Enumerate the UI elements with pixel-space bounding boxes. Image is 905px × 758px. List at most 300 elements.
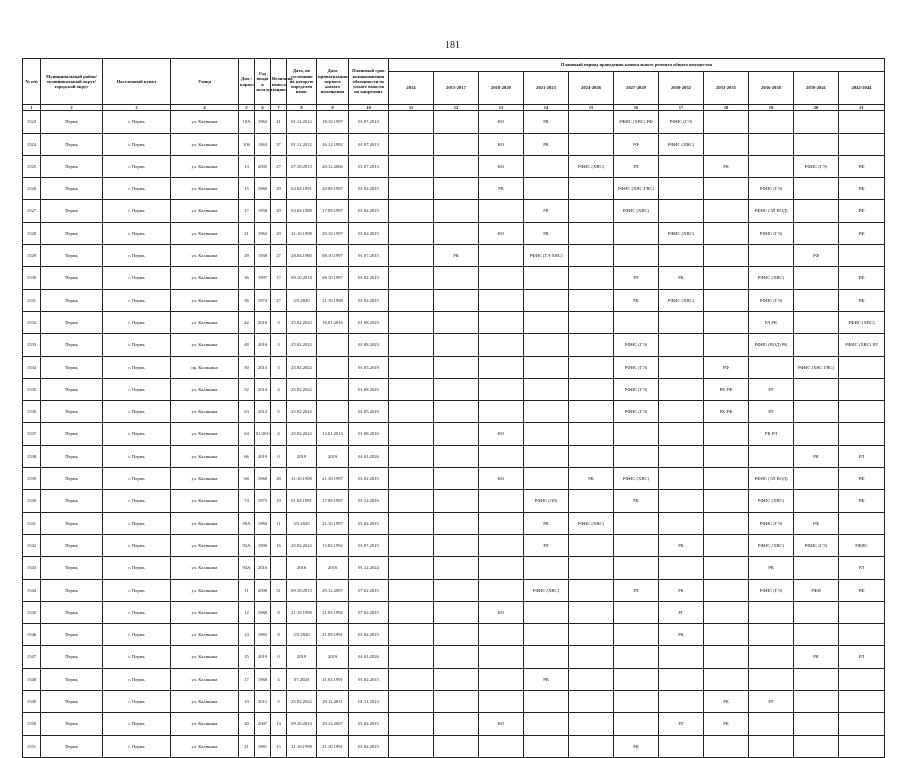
deadline-cell: 01.05.2019 — [349, 356, 389, 378]
period-cell — [389, 423, 434, 445]
period-cell: РЛ — [749, 691, 794, 713]
period-cell: РК — [659, 579, 704, 601]
period-cell — [749, 155, 794, 177]
house-cell: 15 — [239, 178, 255, 200]
municipality-cell: Пермь — [41, 468, 103, 490]
header-deadline: Плановый срок возникновения обязанности по уплате взносов на капремонт — [349, 59, 389, 105]
wear-cell: 19 — [271, 490, 287, 512]
settlement-cell: г. Пермь — [103, 311, 171, 333]
period-cell — [389, 334, 434, 356]
wear-cell: 4 — [271, 668, 287, 690]
street-cell: ул. Калинина — [171, 245, 239, 267]
privatization-date-cell — [317, 356, 349, 378]
period-cell: РК — [524, 222, 569, 244]
municipality-cell: Пермь — [41, 289, 103, 311]
settlement-cell: г. Пермь — [103, 200, 171, 222]
column-number: 20 — [794, 105, 839, 111]
period-cell: РК — [704, 155, 749, 177]
period-cell — [839, 378, 885, 400]
wear-date-cell: 25.02.2022 — [287, 356, 317, 378]
period-cell — [524, 691, 569, 713]
municipality-cell: Пермь — [41, 624, 103, 646]
period-cell: РГ — [659, 601, 704, 623]
deadline-cell: 01.05.2019 — [349, 401, 389, 423]
wear-date-cell: 2016 — [287, 557, 317, 579]
period-cell — [524, 267, 569, 289]
row-number: 1542 — [23, 534, 41, 556]
period-cell: РЛ — [614, 155, 659, 177]
settlement-cell: г. Пермь — [103, 534, 171, 556]
table-row — [23, 334, 885, 356]
period-cell — [614, 624, 659, 646]
row-number: 1529 — [23, 245, 41, 267]
period-cell — [794, 267, 839, 289]
row-number: 1524 — [23, 133, 41, 155]
period-cell — [794, 691, 839, 713]
period-cell — [389, 267, 434, 289]
wear-cell: 41 — [271, 111, 287, 133]
period-cell — [479, 401, 524, 423]
period-cell — [434, 222, 479, 244]
period-cell — [749, 624, 794, 646]
period-cell — [749, 668, 794, 690]
period-cell — [704, 468, 749, 490]
period-cell — [659, 512, 704, 534]
period-cell — [659, 445, 704, 467]
wear-cell: 27 — [271, 289, 287, 311]
period-cell — [569, 534, 614, 556]
period-cell — [839, 111, 885, 133]
wear-cell: 0 — [271, 445, 287, 467]
privatization-date-cell: 18.10.1997 — [317, 111, 349, 133]
period-cell — [704, 267, 749, 289]
period-cell — [479, 356, 524, 378]
table-row — [23, 423, 885, 445]
period-cell — [659, 691, 704, 713]
period-cell — [659, 490, 704, 512]
wear-cell: 13 — [271, 713, 287, 735]
street-cell: ул. Калинина — [171, 624, 239, 646]
privatization-date-cell: 21.03.1992 — [317, 601, 349, 623]
period-cell: РФИС (XBC) — [749, 267, 794, 289]
period-cell: РФИС (ГЭ) — [614, 401, 659, 423]
municipality-cell: Пермь — [41, 200, 103, 222]
period-cell: РФ — [839, 289, 885, 311]
period-cell — [434, 624, 479, 646]
period-cell: РФИС (XBC) — [614, 468, 659, 490]
header-house: Дом / корпус — [239, 59, 255, 105]
period-cell — [479, 512, 524, 534]
privatization-date-cell: 21.03.1991 — [317, 668, 349, 690]
street-cell: ул. Калинина — [171, 178, 239, 200]
period-cell — [614, 222, 659, 244]
period-cell — [434, 289, 479, 311]
street-cell: ул. Калинина — [171, 691, 239, 713]
wear-date-cell: 21.10.1998 — [287, 601, 317, 623]
period-cell — [389, 289, 434, 311]
period-cell — [389, 691, 434, 713]
period-cell — [434, 646, 479, 668]
municipality-cell: Пермь — [41, 579, 103, 601]
period-cell: РФИС (XBC) РФ — [614, 111, 659, 133]
table-row — [23, 289, 885, 311]
period-cell — [434, 601, 479, 623]
period-cell — [659, 311, 704, 333]
column-number: 15 — [569, 105, 614, 111]
period-cell — [569, 601, 614, 623]
header-municipality: Муниципальный район/ муниципальный округ/городской округ — [41, 59, 103, 105]
house-cell: 63 — [239, 401, 255, 423]
municipality-cell: Пермь — [41, 401, 103, 423]
period-cell — [434, 534, 479, 556]
period-cell — [434, 557, 479, 579]
column-number: 3 — [103, 105, 171, 111]
year-built-cell: 2016 — [255, 311, 271, 333]
period-cell: РФИС (ГЭ) — [614, 378, 659, 400]
row-number: 1531 — [23, 289, 41, 311]
period-cell — [569, 111, 614, 133]
period-cell — [794, 133, 839, 155]
row-number: 1534 — [23, 356, 41, 378]
municipality-cell: Пермь — [41, 133, 103, 155]
table-row — [23, 378, 885, 400]
column-number: 16 — [614, 105, 659, 111]
period-cell — [434, 267, 479, 289]
settlement-cell: г. Пермь — [103, 557, 171, 579]
period-cell — [794, 468, 839, 490]
period-cell — [524, 334, 569, 356]
period-cell: РЛ РК — [749, 311, 794, 333]
period-cell — [659, 378, 704, 400]
period-cell: РФИС (XBC) — [659, 222, 704, 244]
period-cell: РК — [614, 289, 659, 311]
period-cell — [569, 579, 614, 601]
house-cell: 42 — [239, 311, 255, 333]
period-cell: РК — [794, 445, 839, 467]
period-cell: РФИС (XBC) — [839, 311, 885, 333]
period-cell: РК — [704, 691, 749, 713]
year-built-cell: 2016 — [255, 334, 271, 356]
column-number: 10 — [349, 105, 389, 111]
period-cell — [839, 601, 885, 623]
deadline-cell: 01.02.2015 — [349, 200, 389, 222]
table-row — [23, 356, 885, 378]
period-cell: РФИС (XBC) — [749, 534, 794, 556]
house-cell: 12 — [239, 601, 255, 623]
period-cell — [704, 289, 749, 311]
period-cell — [569, 691, 614, 713]
table-row — [23, 557, 885, 579]
house-cell: 17 — [239, 668, 255, 690]
table-row — [23, 401, 885, 423]
period-cell — [389, 378, 434, 400]
period-cell — [569, 713, 614, 735]
period-cell: РФ — [839, 267, 885, 289]
period-cell — [389, 311, 434, 333]
settlement-cell: г. Пермь — [103, 646, 171, 668]
deadline-cell: 01.02.2015 — [349, 289, 389, 311]
privatization-date-cell — [317, 334, 349, 356]
period-cell — [389, 178, 434, 200]
year-built-cell: 2012 — [255, 401, 271, 423]
wear-date-cell: 01.12.2012 — [287, 133, 317, 155]
wear-cell: 8 — [271, 624, 287, 646]
period-cell — [704, 222, 749, 244]
row-number: 1548 — [23, 668, 41, 690]
wear-date-cell: 21.10.1998 — [287, 222, 317, 244]
house-cell: 50 — [239, 356, 255, 378]
period-cell — [704, 200, 749, 222]
period-cell: РФИС (XBC) — [659, 133, 704, 155]
privatization-date-cell — [317, 401, 349, 423]
header-period-8: 2036-2038 — [749, 72, 794, 105]
privatization-date-cell: 20.10.1997 — [317, 222, 349, 244]
house-cell: 66 — [239, 445, 255, 467]
deadline-cell: 07.02.2015 — [349, 579, 389, 601]
row-number: 1545 — [23, 601, 41, 623]
year-built-cell: 1981 — [255, 735, 271, 757]
period-cell — [569, 222, 614, 244]
period-cell — [839, 624, 885, 646]
street-cell: ул. Калинина — [171, 200, 239, 222]
table-row — [23, 267, 885, 289]
wear-cell: 4 — [271, 423, 287, 445]
period-cell — [704, 490, 749, 512]
period-cell: РК — [794, 646, 839, 668]
period-cell — [434, 111, 479, 133]
period-cell: РФ — [839, 579, 885, 601]
period-cell — [524, 735, 569, 757]
row-number: 1537 — [23, 423, 41, 445]
table-row — [23, 713, 885, 735]
period-cell — [434, 668, 479, 690]
settlement-cell: г. Пермь — [103, 735, 171, 757]
privatization-date-cell: 29.12.2011 — [317, 691, 349, 713]
municipality-cell: Пермь — [41, 222, 103, 244]
row-number: 1541 — [23, 512, 41, 534]
period-cell — [389, 601, 434, 623]
wear-cell: 3 — [271, 334, 287, 356]
period-cell: РФИС (ГЭ ХВС) — [524, 245, 569, 267]
deadline-cell: 01.02.2015 — [349, 668, 389, 690]
period-cell: РФИС (XBC ГВС) — [614, 178, 659, 200]
deadline-cell: 01.11.2013 — [349, 691, 389, 713]
period-cell — [749, 111, 794, 133]
period-cell — [479, 245, 524, 267]
period-cell — [479, 267, 524, 289]
period-cell — [794, 713, 839, 735]
settlement-cell: г. Пермь — [103, 111, 171, 133]
period-cell: РФИС (XBC) — [569, 512, 614, 534]
wear-cell: 28 — [271, 468, 287, 490]
house-cell: 21 — [239, 735, 255, 757]
settlement-cell: г. Пермь — [103, 245, 171, 267]
municipality-cell: Пермь — [41, 356, 103, 378]
privatization-date-cell: 20.09.1997 — [317, 178, 349, 200]
period-cell — [389, 155, 434, 177]
header-period-0: 2014 — [389, 72, 434, 105]
period-cell — [794, 178, 839, 200]
period-cell — [434, 200, 479, 222]
period-cell — [794, 222, 839, 244]
wear-cell: 37 — [271, 133, 287, 155]
period-cell: РФ — [839, 155, 885, 177]
street-cell: ул. Калинина — [171, 601, 239, 623]
house-cell: 10б — [239, 133, 255, 155]
period-cell — [749, 601, 794, 623]
table-row — [23, 245, 885, 267]
wear-cell: 3 — [271, 356, 287, 378]
house-cell: 20 — [239, 713, 255, 735]
house-cell: 15 — [239, 646, 255, 668]
wear-cell: 31 — [271, 579, 287, 601]
period-cell: РК — [434, 245, 479, 267]
period-cell — [704, 534, 749, 556]
deadline-cell: 01.07.2015 — [349, 534, 389, 556]
year-built-cell: 2013 — [255, 356, 271, 378]
street-cell: ул. Калинина — [171, 445, 239, 467]
period-cell: РК — [524, 668, 569, 690]
period-cell — [794, 311, 839, 333]
settlement-cell: г. Пермь — [103, 691, 171, 713]
year-built-cell: 1997 — [255, 267, 271, 289]
table-row — [23, 490, 885, 512]
period-cell — [659, 155, 704, 177]
settlement-cell: г. Пермь — [103, 401, 171, 423]
header-privatization-date: Дата приватизации первого жилого помещения — [317, 59, 349, 105]
house-cell: 74 — [239, 490, 255, 512]
period-cell — [434, 468, 479, 490]
header-period-5: 2027-2029 — [614, 72, 659, 105]
column-number: 18 — [704, 105, 749, 111]
wear-cell: 17 — [271, 267, 287, 289]
period-cell — [569, 735, 614, 757]
house-cell: 29 — [239, 245, 255, 267]
period-cell — [839, 401, 885, 423]
settlement-cell: г. Пермь — [103, 713, 171, 735]
period-cell — [434, 378, 479, 400]
period-cell: РФ — [794, 245, 839, 267]
street-cell: ул. Калинина — [171, 267, 239, 289]
deadline-cell: 01.02.2015 — [349, 267, 389, 289]
house-cell: 21 — [239, 222, 255, 244]
settlement-cell: г. Пермь — [103, 155, 171, 177]
period-cell — [524, 378, 569, 400]
period-cell — [659, 356, 704, 378]
period-cell — [839, 245, 885, 267]
period-cell — [479, 624, 524, 646]
wear-date-cell: 07.2020 — [287, 668, 317, 690]
period-cell — [794, 624, 839, 646]
deadline-cell: 01.02.2015 — [349, 468, 389, 490]
period-cell — [524, 423, 569, 445]
table-row — [23, 691, 885, 713]
period-cell — [749, 245, 794, 267]
municipality-cell: Пермь — [41, 490, 103, 512]
period-cell — [614, 713, 659, 735]
period-cell — [569, 200, 614, 222]
period-cell — [434, 713, 479, 735]
period-cell — [794, 401, 839, 423]
period-cell: КО — [479, 601, 524, 623]
row-number: 1536 — [23, 401, 41, 423]
period-cell — [614, 646, 659, 668]
column-number: 9 — [317, 105, 349, 111]
period-cell — [434, 178, 479, 200]
table-row — [23, 111, 885, 133]
period-cell — [839, 735, 885, 757]
period-cell — [479, 668, 524, 690]
column-number: 4 — [171, 105, 239, 111]
period-cell — [569, 245, 614, 267]
period-cell: РК — [524, 111, 569, 133]
deadline-cell: 07.02.2015 — [349, 601, 389, 623]
house-cell: 36 — [239, 267, 255, 289]
period-cell: КО — [479, 423, 524, 445]
wear-cell: 29 — [271, 200, 287, 222]
settlement-cell: г. Пермь — [103, 490, 171, 512]
period-cell — [479, 445, 524, 467]
period-cell — [794, 735, 839, 757]
deadline-cell: 01.08.2023 — [349, 311, 389, 333]
period-cell — [614, 245, 659, 267]
year-built-cell: 1968 — [255, 468, 271, 490]
wear-date-cell: 25.02.2022 — [287, 311, 317, 333]
header-period-group: Плановый период проведения капитального ремонта общего имущества — [389, 59, 885, 72]
house-cell: 68 — [239, 468, 255, 490]
period-cell — [569, 445, 614, 467]
period-cell — [524, 557, 569, 579]
period-cell: РФ — [839, 178, 885, 200]
period-cell — [389, 624, 434, 646]
period-cell: РФИС (XBC) — [524, 579, 569, 601]
period-cell: РК — [524, 133, 569, 155]
header-num: № п/п — [23, 59, 41, 105]
period-cell — [704, 668, 749, 690]
period-cell — [434, 311, 479, 333]
year-built-cell: 1968 — [255, 601, 271, 623]
period-cell — [524, 601, 569, 623]
wear-cell: 11 — [271, 512, 287, 534]
municipality-cell: Пермь — [41, 334, 103, 356]
street-cell: ул. Калинина — [171, 534, 239, 556]
deadline-cell: 01.01.2026 — [349, 646, 389, 668]
period-cell: РК РФ — [704, 378, 749, 400]
period-cell — [479, 311, 524, 333]
wear-date-cell: 25.02.2022 — [287, 691, 317, 713]
period-cell — [704, 624, 749, 646]
street-cell: ул. Калинина — [171, 646, 239, 668]
deadline-cell: 01.07.2013 — [349, 133, 389, 155]
wear-cell: 15 — [271, 735, 287, 757]
period-cell — [389, 534, 434, 556]
year-built-cell: 2005 — [255, 155, 271, 177]
period-cell — [569, 557, 614, 579]
period-cell — [569, 624, 614, 646]
street-cell: ул. Калинина — [171, 133, 239, 155]
period-cell — [704, 601, 749, 623]
period-cell: КО — [479, 111, 524, 133]
period-cell — [614, 445, 659, 467]
period-cell: РФИС (ГЭ) — [749, 512, 794, 534]
settlement-cell: г. Пермь — [103, 356, 171, 378]
privatization-date-cell: 21.10.1997 — [317, 468, 349, 490]
street-cell: ул. Калинина — [171, 111, 239, 133]
period-cell — [389, 468, 434, 490]
period-cell: РФИС (XBC) — [614, 200, 659, 222]
settlement-cell: г. Пермь — [103, 468, 171, 490]
municipality-cell: Пермь — [41, 378, 103, 400]
